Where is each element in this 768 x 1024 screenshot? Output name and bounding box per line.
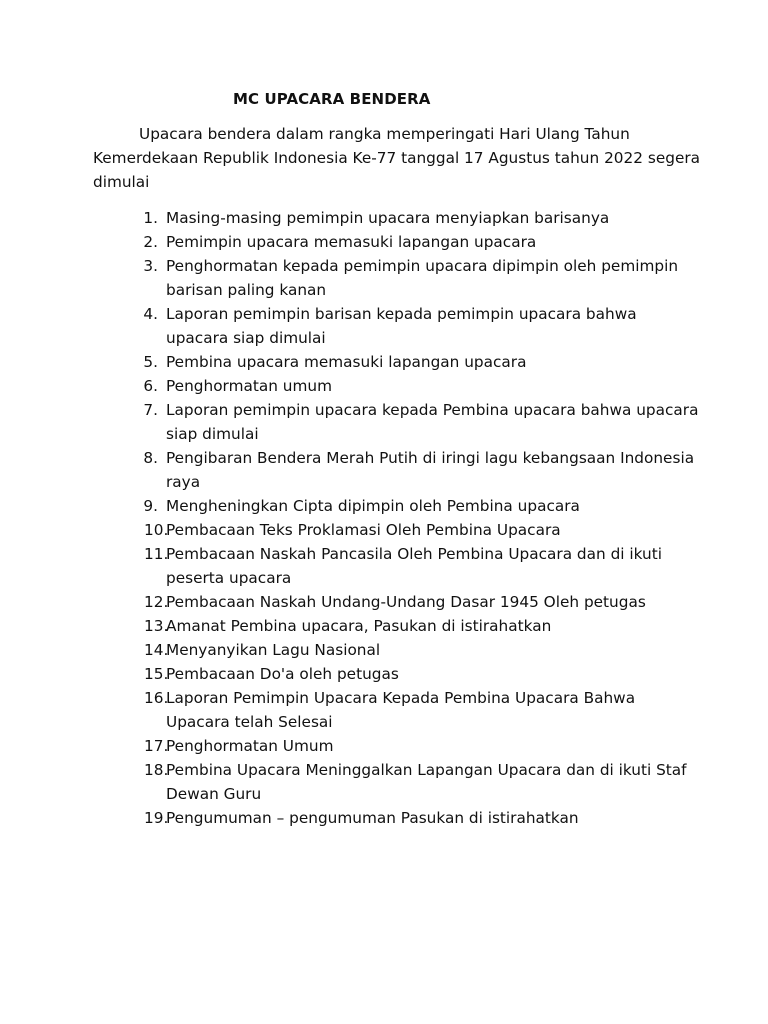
list-item-text: Penghormatan umum	[166, 377, 332, 395]
list-item-number: 16.	[144, 689, 169, 707]
list-item-text: Pembacaan Teks Proklamasi Oleh Pembina Upacara	[166, 521, 561, 539]
list-item	[120, 662, 680, 686]
list-item-text: Pembacaan Do'a oleh petugas	[166, 665, 399, 683]
list-item-number: 7.	[143, 401, 158, 419]
list-item-number: 11.	[144, 545, 169, 563]
list-item-text: Amanat Pembina upacara, Pasukan di istirahatkan	[166, 617, 552, 635]
list-item-number: 4.	[143, 305, 158, 323]
list-item-number: 10.	[144, 521, 169, 539]
list-item	[120, 638, 680, 662]
list-item-text: Pengumuman – pengumuman Pasukan di istirahatkan	[166, 809, 579, 827]
list-item-text: Laporan pemimpin barisan kepada pemimpin upacara bahwa	[166, 305, 637, 323]
list-item-text: Laporan Pemimpin Upacara Kepada Pembina Upacara Bahwa	[166, 689, 636, 707]
list-item-text: Masing-masing pemimpin upacara menyiapkan barisanya	[166, 209, 610, 227]
list-item	[120, 806, 680, 830]
list-item-number: 19.	[144, 809, 169, 827]
list-item-text: barisan paling kanan	[166, 281, 327, 299]
list-item	[120, 686, 680, 734]
list-item-text: Pembacaan Naskah Undang-Undang Dasar 1945 Oleh petugas	[166, 593, 646, 611]
list-item-number: 2.	[143, 233, 158, 251]
list-item-number: 15.	[144, 665, 169, 683]
list-item-text: Pengibaran Bendera Merah Putih di iringi lagu kebangsaan Indonesia	[166, 449, 695, 467]
list-item	[120, 446, 695, 494]
list-item	[120, 230, 680, 254]
list-item-number: 1.	[143, 209, 158, 227]
list-item-text: siap dimulai	[166, 425, 259, 443]
list-item	[120, 734, 680, 758]
intro-line: dimulai	[93, 173, 150, 191]
list-item-number: 13.	[144, 617, 169, 635]
ceremony-steps-list	[120, 206, 699, 830]
list-item-text: Penghormatan Umum	[166, 737, 334, 755]
list-item	[120, 374, 680, 398]
list-item-number: 18.	[144, 761, 169, 779]
list-item-number: 8.	[143, 449, 158, 467]
list-item-number: 9.	[143, 497, 158, 515]
list-item-number: 12.	[144, 593, 169, 611]
list-item-text: Menyanyikan Lagu Nasional	[166, 641, 381, 659]
intro-line: Upacara bendera dalam rangka memperingati Hari Ulang Tahun	[139, 125, 630, 143]
list-item	[120, 518, 680, 542]
list-item-text: Pembina Upacara Meninggalkan Lapangan Upacara dan di ikuti Staf	[166, 761, 687, 779]
list-item	[120, 614, 680, 638]
list-item-number: 6.	[143, 377, 158, 395]
list-item-number: 17.	[144, 737, 169, 755]
list-item	[120, 254, 680, 302]
list-item	[120, 206, 680, 230]
list-item-number: 14.	[144, 641, 169, 659]
document-title: MC UPACARA BENDERA	[233, 90, 431, 108]
list-item-text: Pemimpin upacara memasuki lapangan upacara	[166, 233, 537, 251]
list-item-text: raya	[166, 473, 201, 491]
intro-line: Kemerdekaan Republik Indonesia Ke-77 tanggal 17 Agustus tahun 2022 segera	[93, 149, 701, 167]
list-item-text: Penghormatan kepada pemimpin upacara dipimpin oleh pemimpin	[166, 257, 679, 275]
list-item-text: Upacara telah Selesai	[166, 713, 333, 731]
list-item-text: Laporan pemimpin upacara kepada Pembina upacara bahwa upacara	[166, 401, 699, 419]
list-item-text: upacara siap dimulai	[166, 329, 326, 347]
list-item	[120, 542, 680, 590]
list-item	[120, 398, 699, 446]
list-item	[120, 494, 680, 518]
intro-paragraph	[93, 122, 701, 194]
list-item	[120, 758, 687, 806]
list-item-text: Pembina upacara memasuki lapangan upacara	[166, 353, 527, 371]
list-item-number: 5.	[143, 353, 158, 371]
list-item-text: Pembacaan Naskah Pancasila Oleh Pembina Upacara dan di ikuti	[166, 545, 662, 563]
list-item	[120, 350, 680, 374]
list-item-text: peserta upacara	[166, 569, 292, 587]
list-item-text: Mengheningkan Cipta dipimpin oleh Pembina upacara	[166, 497, 580, 515]
list-item	[120, 590, 680, 614]
list-item	[120, 302, 680, 350]
list-item-text: Dewan Guru	[166, 785, 262, 803]
list-item-number: 3.	[143, 257, 158, 275]
